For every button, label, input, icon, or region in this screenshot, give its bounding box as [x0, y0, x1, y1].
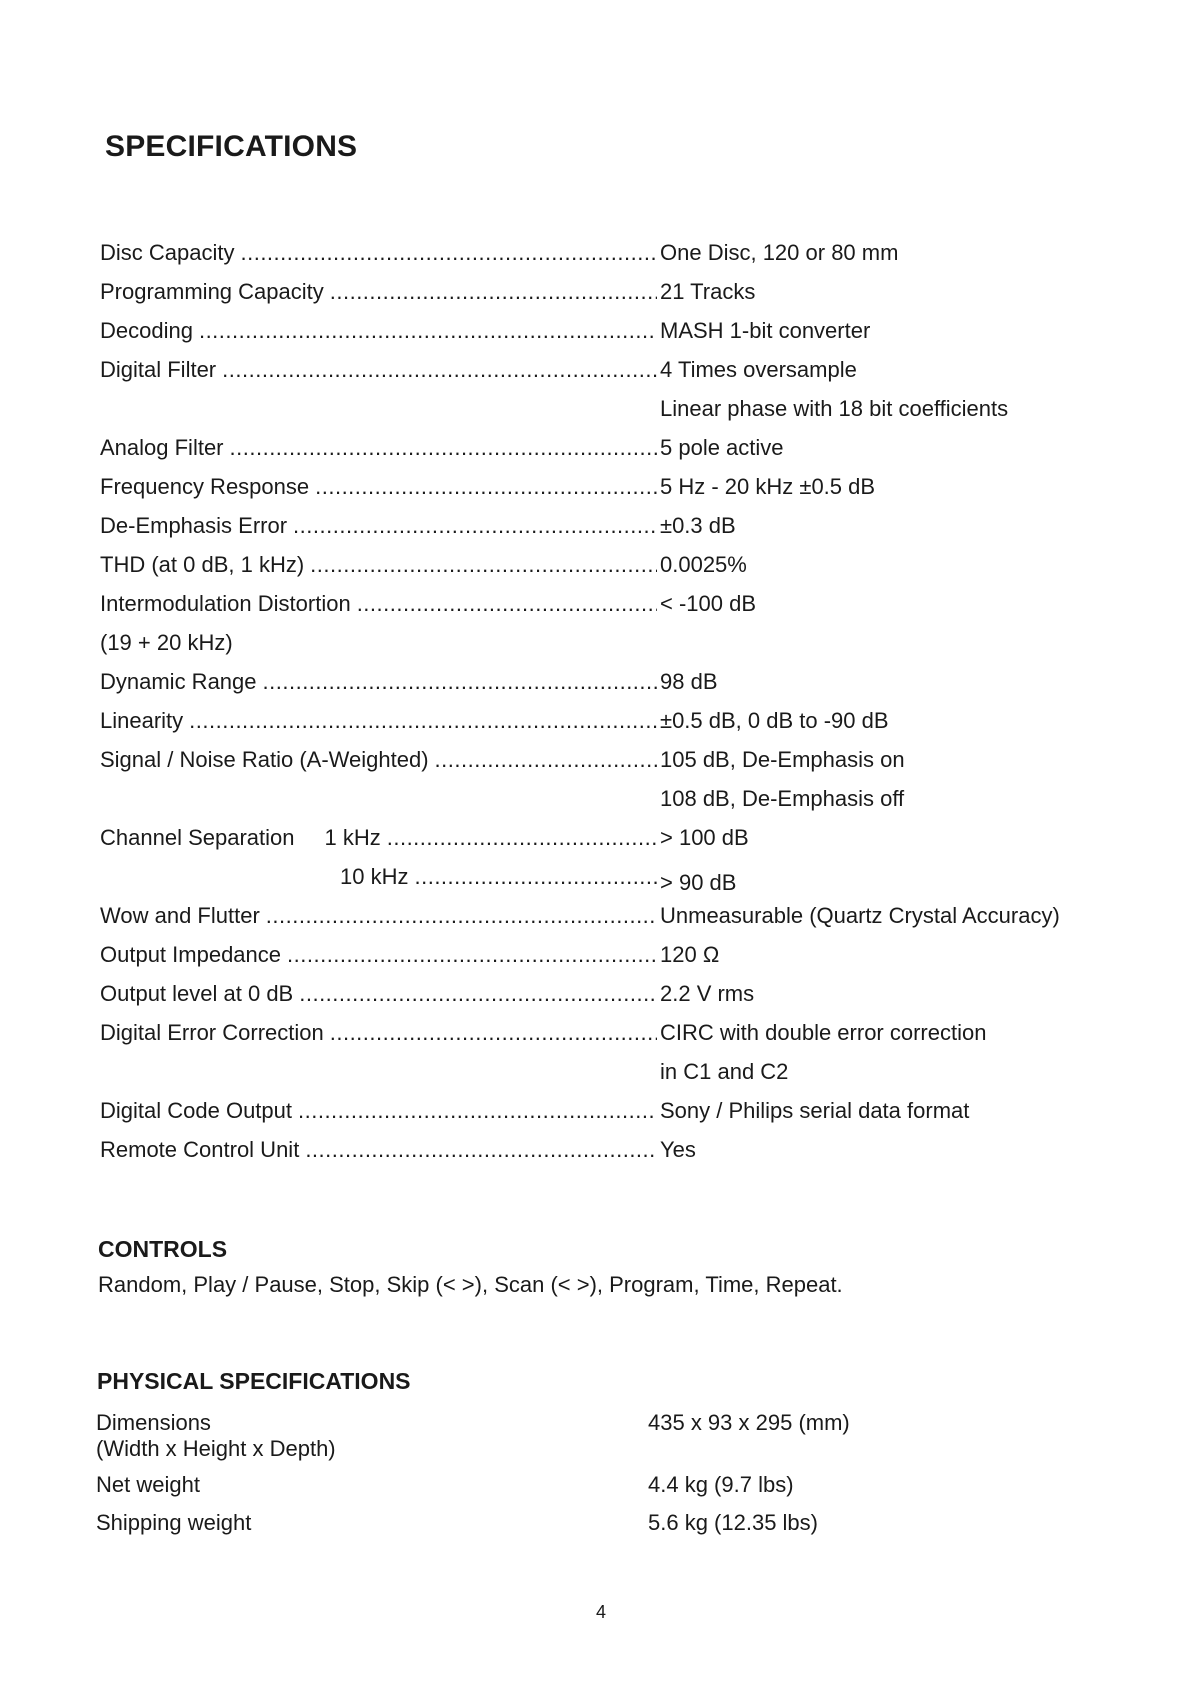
leader-dots: [305, 1137, 657, 1163]
spec-sublabel: 1 kHz: [324, 825, 381, 850]
spec-value: < -100 dB: [660, 591, 757, 616]
specifications-table: [100, 240, 1100, 1176]
spec-value: CIRC with double error correction: [660, 1020, 987, 1045]
physical-label-detail: (Width x Height x Depth): [96, 1436, 336, 1461]
spec-label: Signal / Noise Ratio (A-Weighted): [100, 747, 429, 772]
spec-label: Digital Filter: [100, 357, 217, 382]
spec-row: [100, 1137, 1100, 1176]
leader-dots: [414, 864, 657, 890]
spec-label: Decoding: [100, 318, 193, 343]
physical-value: 4.4 kg (9.7 lbs): [648, 1472, 794, 1497]
spec-label: Linearity: [100, 708, 184, 733]
leader-dots: [315, 474, 657, 500]
leader-dots: [287, 942, 657, 968]
spec-sublabel: 10 kHz: [340, 864, 409, 889]
spec-value: 108 dB, De-Emphasis off: [660, 786, 905, 811]
page-number: 4: [596, 1602, 607, 1622]
spec-label: THD (at 0 dB, 1 kHz): [100, 552, 305, 577]
physical-specs-heading: PHYSICAL SPECIFICATIONS: [97, 1368, 411, 1394]
spec-row-continuation: [100, 396, 1100, 435]
leader-dots: [357, 591, 657, 617]
leader-dots: [298, 1098, 657, 1124]
leader-dots: [330, 279, 657, 305]
spec-label: Wow and Flutter: [100, 903, 260, 928]
leader-dots: [330, 1020, 657, 1046]
spec-label: Frequency Response: [100, 474, 310, 499]
spec-row: [100, 357, 1100, 396]
controls-text: Random, Play / Pause, Stop, Skip (< >), Scan (< >), Program, Time, Repeat.: [98, 1272, 843, 1297]
spec-row: [100, 552, 1100, 591]
spec-label: De-Emphasis Error: [100, 513, 288, 538]
spec-row: [100, 1020, 1100, 1059]
spec-row: [100, 942, 1100, 981]
spec-row: [100, 474, 1100, 513]
spec-value: > 90 dB: [660, 870, 737, 895]
spec-value: ±0.3 dB: [660, 513, 736, 538]
spec-label: Programming Capacity: [100, 279, 324, 304]
spec-value: Unmeasurable (Quartz Crystal Accuracy): [660, 903, 1060, 928]
spec-label: Channel Separation: [100, 825, 295, 850]
spec-value: ±0.5 dB, 0 dB to -90 dB: [660, 708, 889, 733]
spec-label: Output Impedance: [100, 942, 282, 967]
spec-label: Intermodulation Distortion: [100, 591, 351, 616]
spec-row: [100, 825, 1100, 864]
spec-value: 2.2 V rms: [660, 981, 755, 1006]
leader-dots: [199, 318, 657, 344]
spec-row: [100, 591, 1100, 630]
spec-label: Dynamic Range: [100, 669, 257, 694]
spec-value: 98 dB: [660, 669, 718, 694]
physical-row: [96, 1510, 996, 1548]
spec-value: > 100 dB: [660, 825, 749, 850]
physical-specs-table: [96, 1410, 996, 1548]
spec-row: [100, 318, 1100, 357]
physical-value: 5.6 kg (12.35 lbs): [648, 1510, 818, 1535]
page-title: SPECIFICATIONS: [105, 130, 358, 163]
physical-row: [96, 1410, 996, 1472]
leader-dots: [222, 357, 657, 383]
spec-row: [100, 279, 1100, 318]
spec-row: [100, 1098, 1100, 1137]
spec-row: [100, 669, 1100, 708]
spec-row: [100, 981, 1100, 1020]
spec-row: [100, 708, 1100, 747]
spec-value: 120 Ω: [660, 942, 720, 967]
spec-value: Sony / Philips serial data format: [660, 1098, 970, 1123]
spec-label: Digital Code Output: [100, 1098, 292, 1123]
spec-label: Digital Error Correction: [100, 1020, 324, 1045]
spec-value: 5 pole active: [660, 435, 784, 460]
physical-label: Net weight: [96, 1472, 200, 1497]
spec-value: MASH 1-bit converter: [660, 318, 871, 343]
leader-dots: [299, 981, 657, 1007]
physical-label: Dimensions: [96, 1410, 211, 1435]
spec-value: 0.0025%: [660, 552, 747, 577]
physical-row: [96, 1472, 996, 1510]
spec-row: [100, 435, 1100, 474]
spec-row-continuation: [100, 786, 1100, 825]
leader-dots: [189, 708, 657, 734]
spec-row-continuation: [100, 1059, 1100, 1098]
spec-row-continuation: [100, 630, 1100, 669]
spec-label: Output level at 0 dB: [100, 981, 294, 1006]
spec-row: [100, 747, 1100, 786]
spec-label: (19 + 20 kHz): [100, 630, 233, 655]
spec-row: [100, 864, 1100, 903]
spec-label: Analog Filter: [100, 435, 224, 460]
leader-dots: [240, 240, 657, 266]
spec-label: Remote Control Unit: [100, 1137, 300, 1162]
leader-dots: [310, 552, 657, 578]
leader-dots: [435, 747, 657, 773]
spec-row: [100, 903, 1100, 942]
spec-value: 4 Times oversample: [660, 357, 857, 382]
leader-dots: [387, 825, 657, 851]
physical-value: 435 x 93 x 295 (mm): [648, 1410, 850, 1435]
spec-value: 5 Hz - 20 kHz ±0.5 dB: [660, 474, 876, 499]
spec-value: Linear phase with 18 bit coefficients: [660, 396, 1009, 421]
spec-value: 105 dB, De-Emphasis on: [660, 747, 905, 772]
spec-label: Disc Capacity: [100, 240, 235, 265]
spec-value: One Disc, 120 or 80 mm: [660, 240, 899, 265]
leader-dots: [266, 903, 657, 929]
physical-label: Shipping weight: [96, 1510, 252, 1535]
controls-heading: CONTROLS: [98, 1236, 228, 1262]
spec-row: [100, 240, 1100, 279]
spec-value: 21 Tracks: [660, 279, 756, 304]
leader-dots: [263, 669, 657, 695]
leader-dots: [293, 513, 657, 539]
spec-row: [100, 513, 1100, 552]
spec-value: in C1 and C2: [660, 1059, 789, 1084]
leader-dots: [230, 435, 657, 461]
spec-value: Yes: [660, 1137, 696, 1162]
